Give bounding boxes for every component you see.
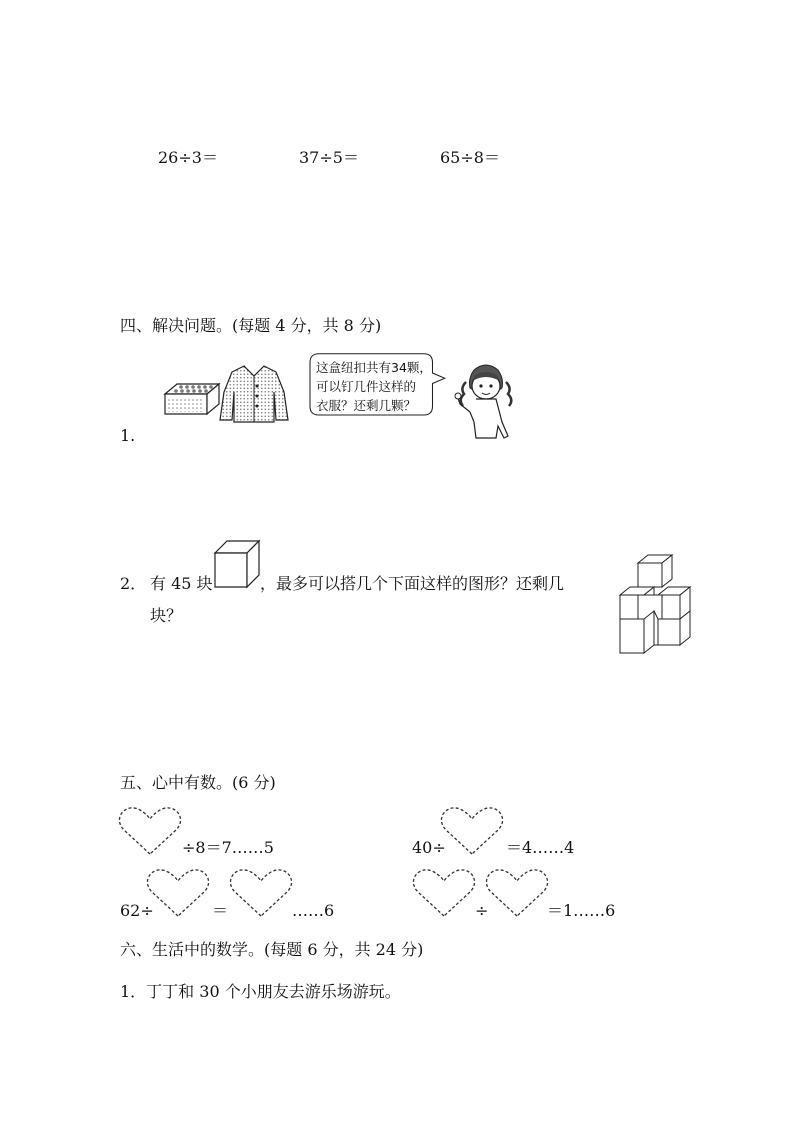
jacket-icon	[218, 362, 290, 424]
button-box-icon	[163, 378, 221, 416]
cube-stack-icon	[618, 553, 692, 655]
eq4-mid: ÷	[475, 901, 489, 920]
eq3-tail: ……6	[292, 901, 335, 920]
section-6-heading: 六、生活中的数学。(每题 6 分，共 24 分)	[120, 940, 424, 959]
speech-text	[316, 358, 448, 415]
girl-icon	[452, 362, 522, 442]
speech-line-3: 衣服？还剩几颗？	[316, 398, 417, 413]
speech-line-1: 这盒纽扣共有34颗，	[316, 360, 432, 375]
q2-text-b: ，最多可以搭几个下面这样的图形？还剩几	[260, 574, 565, 593]
eq3-head: 62÷	[120, 901, 154, 920]
q2-number: 2．	[120, 574, 147, 593]
eq3-mid: ＝	[212, 901, 229, 920]
heart-blank-icon[interactable]	[440, 806, 504, 856]
section-6-q1: 1．丁丁和 30 个小朋友去游乐场游玩。	[120, 982, 401, 1001]
q2-text-a: 有 45 块	[150, 574, 213, 593]
equation-1: 26÷3＝	[158, 148, 218, 167]
q2-text-c: 块？	[150, 606, 183, 625]
heart-blank-icon[interactable]	[146, 868, 210, 918]
heart-blank-icon[interactable]	[229, 868, 293, 918]
speech-line-2: 可以钉几件这样的	[316, 379, 417, 394]
cube-icon	[213, 539, 261, 589]
eq2-tail: ＝4……4	[506, 838, 575, 857]
heart-blank-icon[interactable]	[485, 868, 549, 918]
eq1-tail: ÷8＝7……5	[182, 838, 274, 857]
q1-number: 1.	[120, 426, 136, 445]
eq2-head: 40÷	[412, 838, 446, 857]
section-4-heading: 四、解决问题。(每题 4 分，共 8 分)	[120, 316, 382, 335]
heart-blank-icon[interactable]	[412, 868, 476, 918]
equation-3: 65÷8＝	[440, 148, 500, 167]
heart-blank-icon[interactable]	[118, 806, 182, 856]
eq4-tail: ＝1……6	[547, 901, 616, 920]
section-5-heading: 五、心中有数。(6 分)	[120, 773, 276, 792]
equation-2: 37÷5＝	[299, 148, 359, 167]
